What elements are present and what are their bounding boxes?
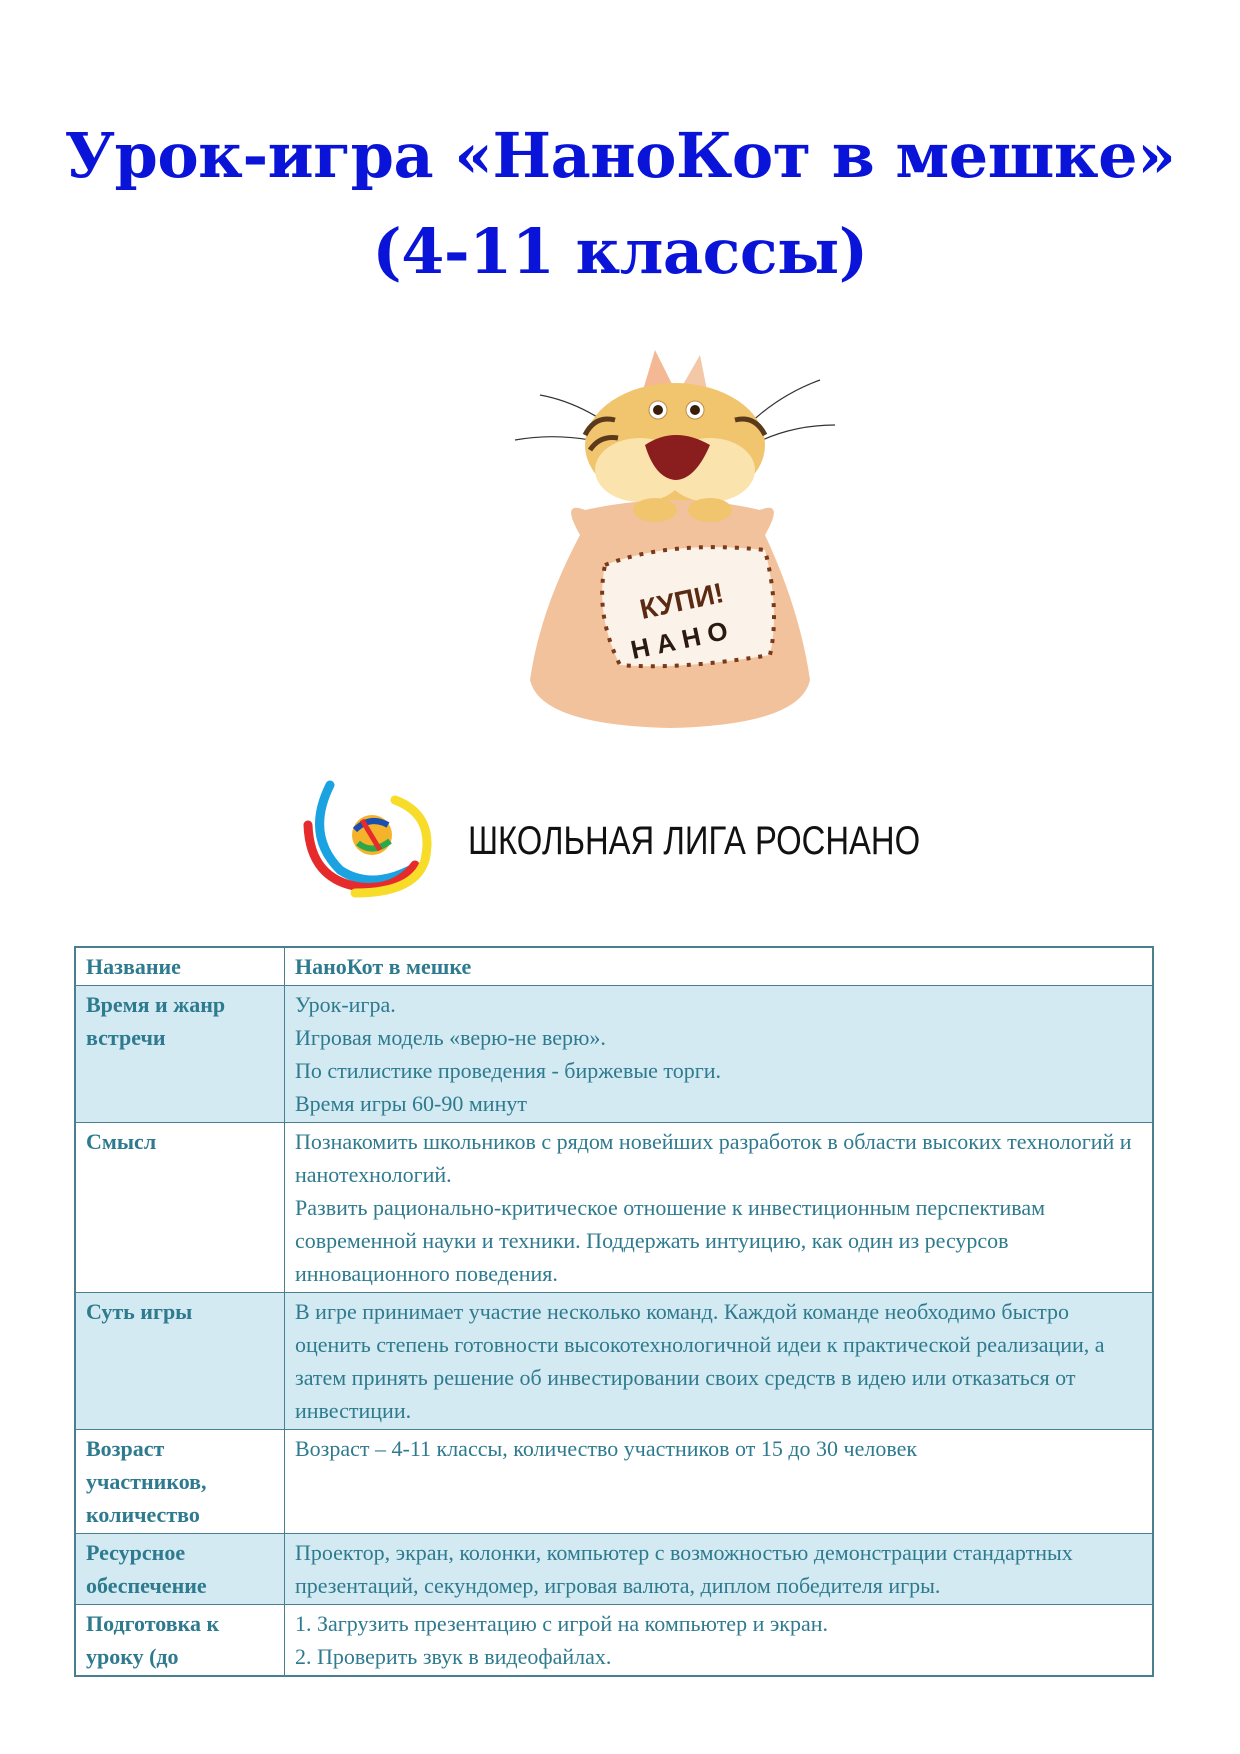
row-value: 1. Загрузить презентацию с игрой на компьютер и экран. 2. Проверить звук в видеофайлах. (285, 1605, 1154, 1677)
table-row-preparation (75, 1605, 1153, 1677)
row-key: Смысл (75, 1123, 285, 1293)
table-row-meaning (75, 1123, 1153, 1293)
row-value: НаноКот в мешке (285, 947, 1154, 986)
rosnano-school-league-logo (300, 775, 940, 900)
title-line-2: (4-11 классы) (372, 215, 868, 288)
rosnano-swirl-icon (300, 775, 440, 900)
row-value: Познакомить школьников с рядом новейших разработок в области высоких технологий и нанотехнологий. Развить рационально-критическое отношение к инвестиционным перспективам современной науки и техники. Поддержать интуицию, как один из ресурсов инновационного поведения. (285, 1123, 1154, 1293)
row-key: Возраст участников, количество (75, 1430, 285, 1534)
row-value: В игре принимает участие несколько команд. Каждой команде необходимо быстро оценить степень готовности высокотехнологичной идеи к практической реализации, а затем принять решение об инвестировании своих средств в идею или отказаться от инвестиции. (285, 1293, 1154, 1430)
row-value: Урок-игра. Игровая модель «верю-не верю». По стилистике проведения - биржевые торги. Время игры 60-90 минут (285, 986, 1154, 1123)
row-value: Возраст – 4-11 классы, количество участников от 15 до 30 человек (285, 1430, 1154, 1534)
table-row-resources (75, 1534, 1153, 1605)
lesson-info-table (74, 946, 1154, 1677)
row-key: Ресурсное обеспечение (75, 1534, 285, 1605)
table-row-game-essence (75, 1293, 1153, 1430)
title-line-1: Урок-игра «НаноКот в мешке» (64, 119, 1176, 192)
svg-text:КУПИ!: КУПИ! (637, 577, 727, 625)
cat-in-sack-icon (500, 350, 840, 730)
row-key: Название (75, 947, 285, 986)
row-value: Проектор, экран, колонки, компьютер с возможностью демонстрации стандартных презентаций, секундомер, игровая валюта, диплом победителя игры. (285, 1534, 1154, 1605)
row-key: Время и жанр встречи (75, 986, 285, 1123)
table-row-time-genre (75, 986, 1153, 1123)
svg-text:Н А Н О: Н А Н О (628, 615, 731, 666)
logo-text: ШКОЛЬНАЯ ЛИГА РОСНАНО (468, 819, 921, 863)
table-row-name (75, 947, 1153, 986)
row-key: Суть игры (75, 1293, 285, 1430)
cat-in-sack-illustration (500, 350, 840, 730)
table-row-age-participants (75, 1430, 1153, 1534)
row-key: Подготовка к уроку (до (75, 1605, 285, 1677)
page-title (0, 108, 1240, 300)
